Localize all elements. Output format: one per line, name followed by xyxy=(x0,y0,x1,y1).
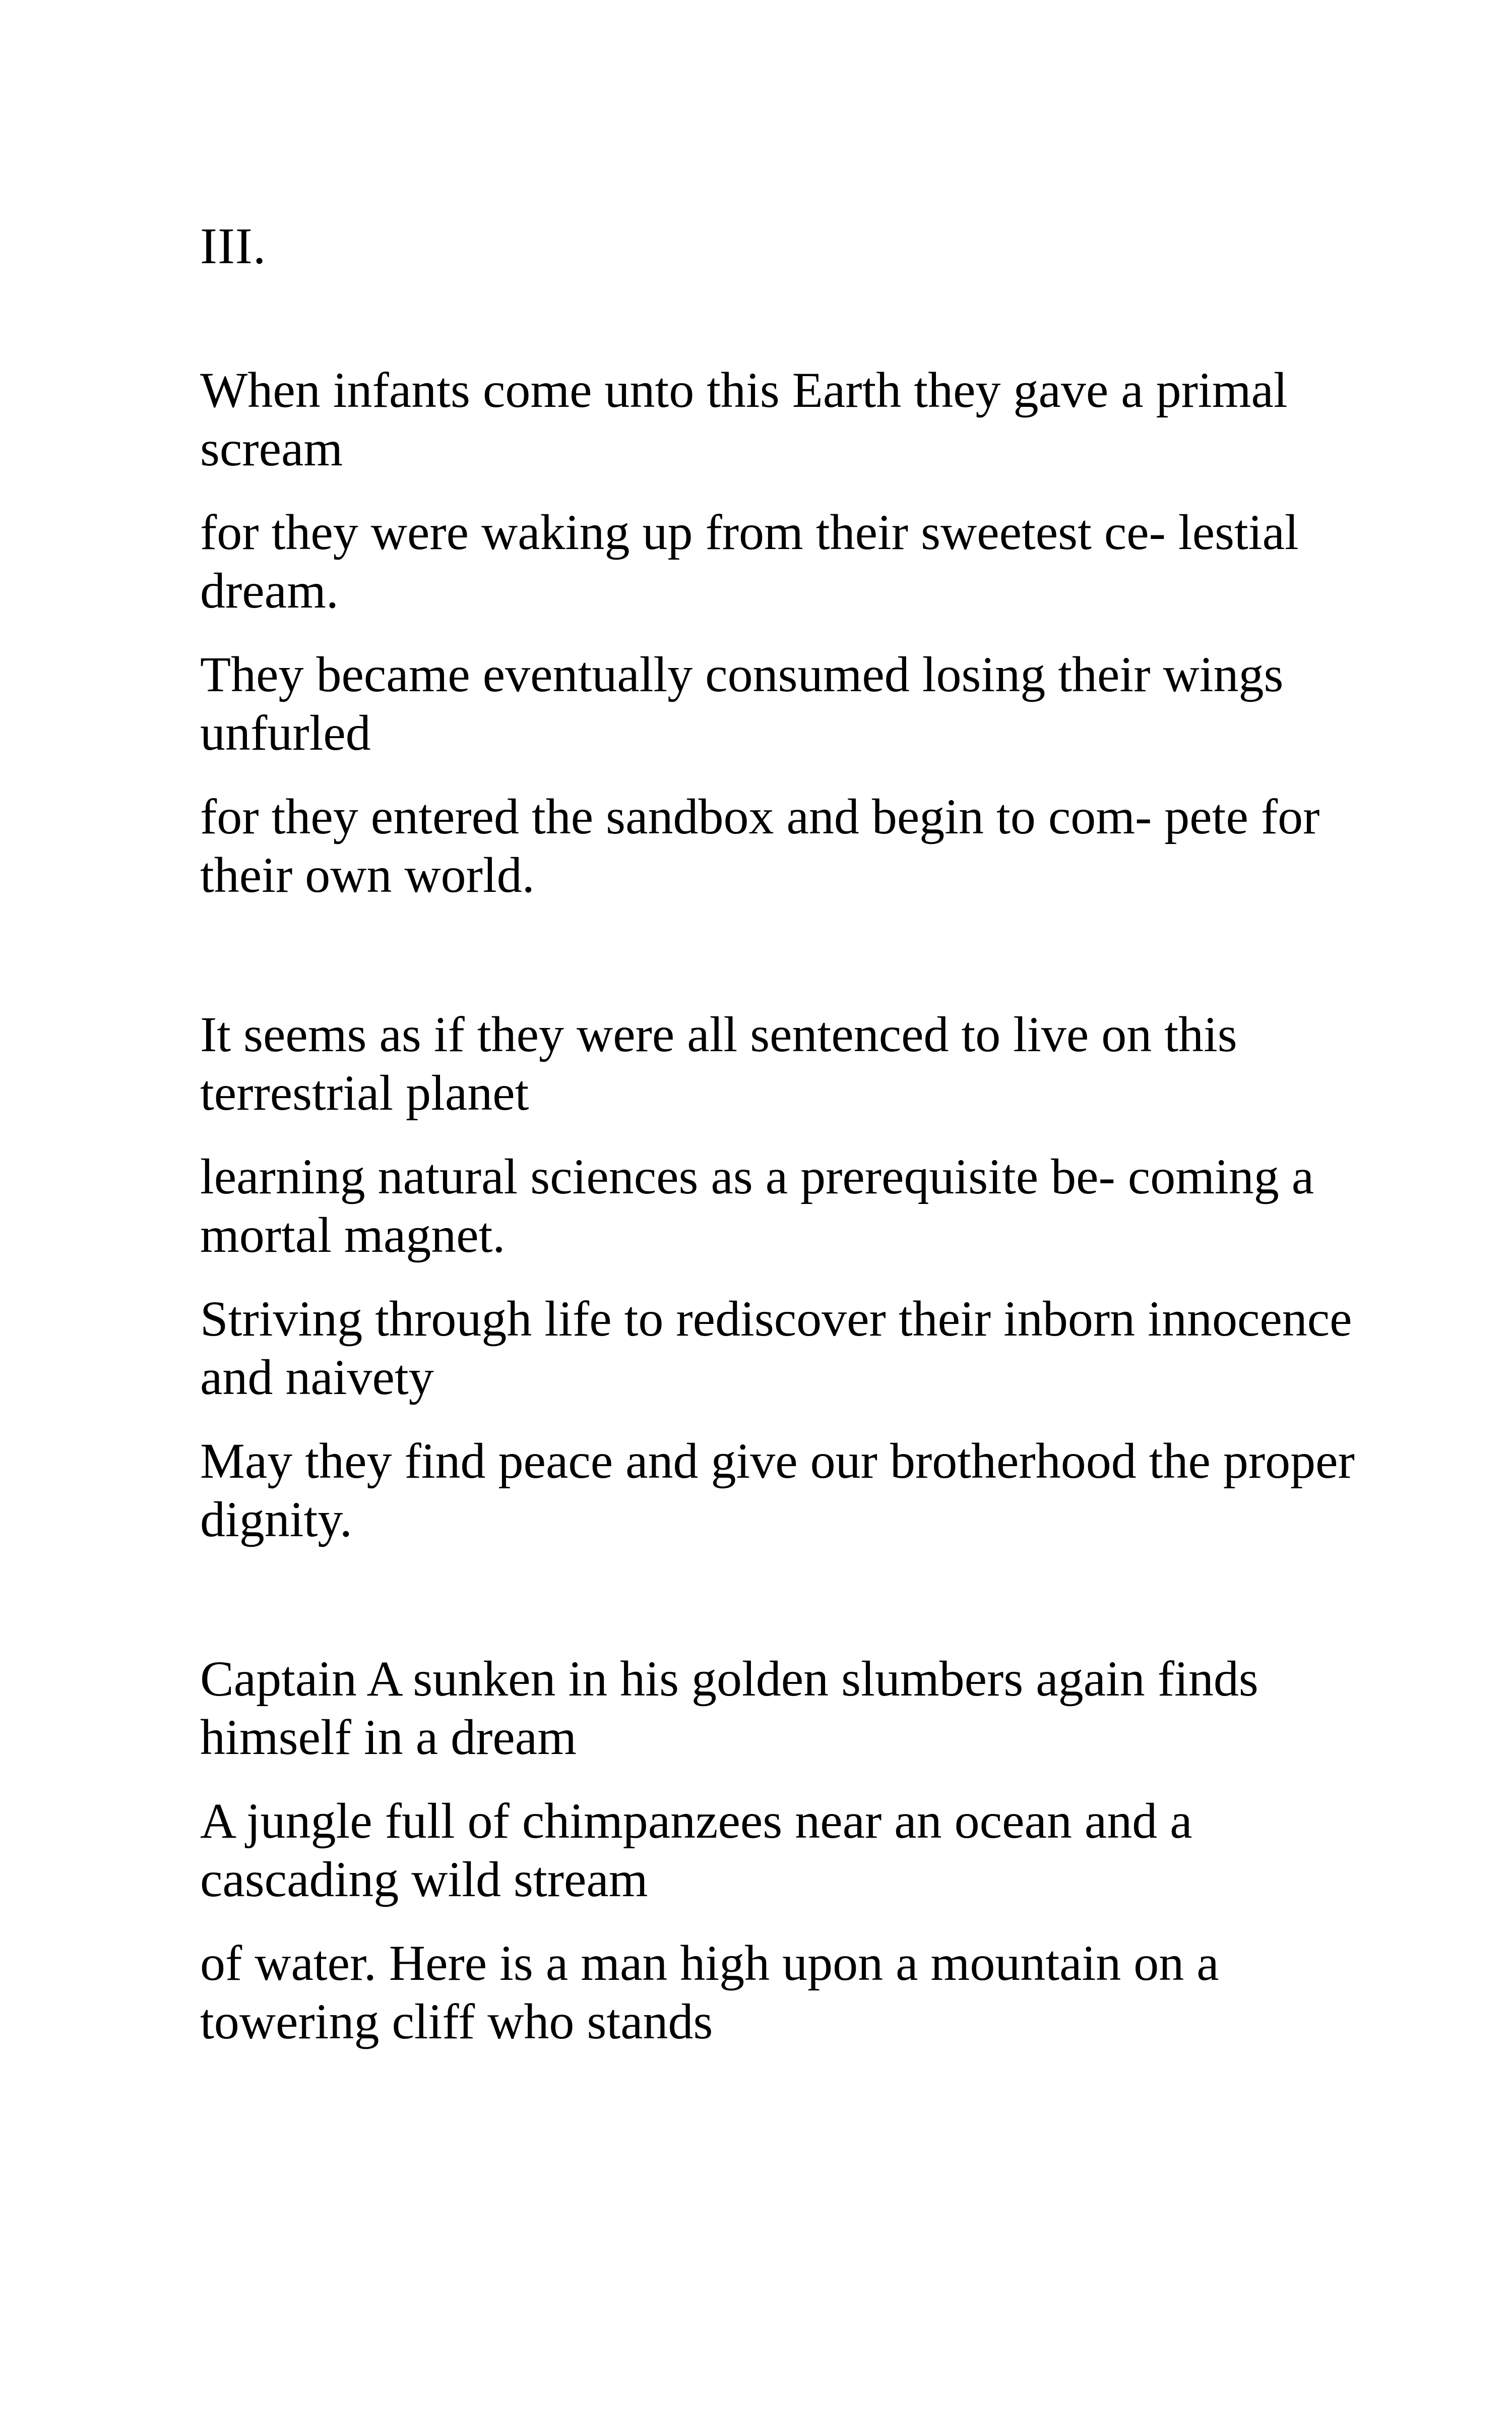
stanza-3 xyxy=(200,1650,1390,2051)
poem-line: for they entered the sandbox and begin to com- pete for their own world. xyxy=(200,789,1320,903)
poem-body xyxy=(200,217,1390,2051)
stanza-2 xyxy=(200,1005,1390,1549)
poem-line: It seems as if they were all sentenced to live on this terrestrial planet xyxy=(200,1006,1237,1121)
poem-line: learning natural sciences as a prerequisite be- coming a mortal magnet. xyxy=(200,1148,1314,1263)
section-heading: III. xyxy=(200,218,267,275)
poem-line: They became eventually consumed losing their wings unfurled xyxy=(200,646,1284,761)
poem-line: When infants come unto this Earth they gave a primal scream xyxy=(200,362,1288,476)
poem-line: May they find peace and give our brotherhood the proper dignity. xyxy=(200,1433,1355,1547)
stanza-1 xyxy=(200,361,1390,904)
poem-line: for they were waking up from their sweetest ce- lestial dream. xyxy=(200,504,1299,619)
poem-line: of water. Here is a man high upon a mountain on a towering cliff who stands xyxy=(200,1935,1219,2049)
poem-line: Captain A sunken in his golden slumbers again finds himself in a dream xyxy=(200,1651,1258,1765)
poem-line: A jungle full of chimpanzees near an ocean and a cascading wild stream xyxy=(200,1793,1192,1907)
poem-line: Striving through life to rediscover their inborn innocence and naivety xyxy=(200,1291,1352,1405)
